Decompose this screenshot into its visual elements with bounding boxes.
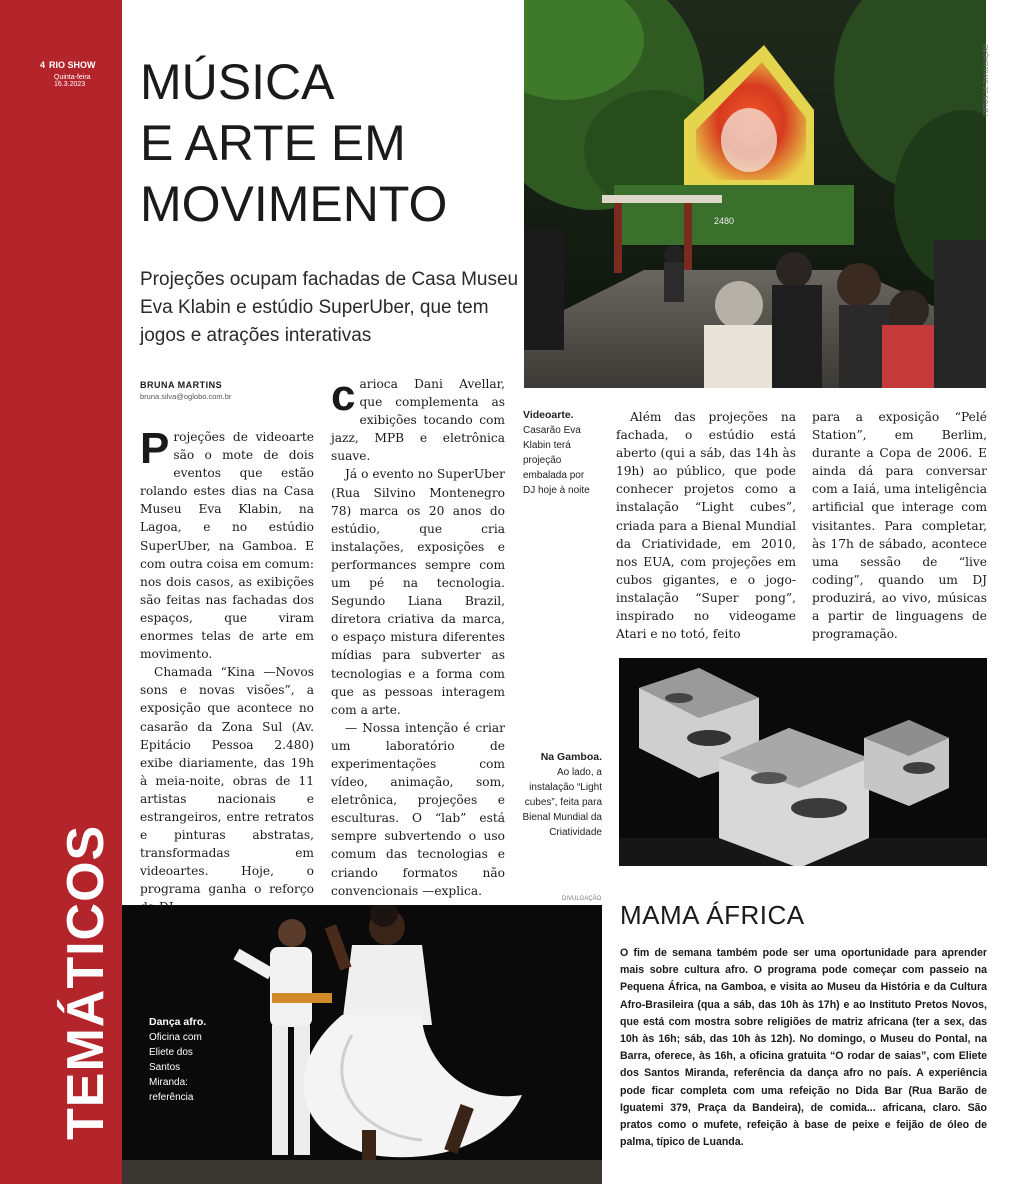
photo-casa-eva-klabin-art [524,0,986,388]
paragraph: Chamada “Kina —Novos sons e novas visões”, a exposição que acontece no casarão da Zona Sul (Av. Epitácio Pessoa 2.480) exibe diariamente, das 19h à meia-noite, obras de 11 artistas nacionais e estrangeiros, entre retratos e pinturas abstratas, transformadas em videoartes. Hoje, o programa ganha o reforço [140,665,314,897]
paragraph: Já o evento no SuperUber (Rua Silvino Montenegro 78) marca os 20 anos do estúdio, que cria instalações, exposições e performances sempre com um pé na tecnologia. Segundo Liana Brazil, diretora criativa da marca, o espaço mistura diferentes mídias para subverter as tecnologias e a forma com que as pessoas interagem com a arte. [331,467,505,717]
caption-title: Videoarte. [523,409,574,421]
article-column-3 [616,408,796,643]
headline-line: MÚSICA [140,54,335,110]
sidebar-body-mama-africa: O fim de semana também pode ser uma oportunidade para aprender mais sobre cultura afro. O programa pode começar com passeio na Pequena África, na Gamboa, e visita ao Museu da História e da Cultura Afro-Brasileira (qua a sáb, das 10h às 17h) e ao Instituto Pretos Novos, que está com mostra sobre religiões de matriz africana (ter a sex, das 10h às 16h; sáb, das 10h às 12h). No domingo, o Museu do Pontal, na Barra, oferece, às 16h, a oficina gratuita “O rodar de saias”, com Eliete dos Santos Miranda, referência da dança afro no país. A experiência pode ficar completa com uma refeição no Dida Bar (Rua Barão de Iguatemi 379, Praça da Bandeira), de comida... africana, claro. São pratos como o mufete, refeição à base de peixe e feijão de óleo de palma, típico de Luanda. [620,947,987,1149]
caption-text: Ao lado, a instalação “Light cubes”, feita para Bienal Mundial da Criatividade [522,767,602,838]
article-column-2 [331,371,505,900]
photo-casa-eva-klabin [524,0,986,388]
page-number: 4 [40,60,46,70]
page-folio [40,56,96,88]
article-column-1 [140,424,314,917]
paragraph: para a exposição “Pelé Station”, em Berlim, durante a Copa de 2006. E ainda dá para conversar com a Iaiá, uma inteligência artificial que interage com visitantes. Para completar, às 17h de sábado, acontece uma sessão de “live coding”, quando um DJ produzirá, ao vivo, músicas a partir de linguagens de programação. [812,410,987,642]
article-column-4 [812,408,987,643]
section-label: TEMÁTICOS [57,824,115,1140]
article-deck: Projeções ocupam fachadas de Casa Museu Eva Klabin e estúdio SuperUber, que tem jogos e atrações interativas [140,269,519,346]
caption-danca-afro [149,1015,215,1105]
building-number: 2480 [714,216,735,226]
headline-line: MOVIMENTO [140,176,448,232]
paragraph: carioca Dani Avellar, que complementa as exibições tocando com jazz, MPB e eletrônica suave. [331,371,505,464]
caption-gamboa [510,750,602,840]
caption-title: Na Gamboa. [540,751,602,763]
paragraph: Além das projeções na fachada, o estúdio está aberto (qui a sáb, das 14h às 19h) ao público, que pode conhecer projetos como a instalação “Light cubes”, criada para a Bienal Mundial da Criatividade, em 2010, nos EUA, com projeções em cubos gigantes, e o jogo-instalação “Super pong”, inspirado no videogame Atari e no totó, feito [616,410,796,642]
caption-videoarte [523,408,597,498]
photo-credit: FOTOS DE DIVULGAÇÃO [984,44,990,116]
section-name: RIO SHOW [49,60,96,70]
caption-text: Oficina com Eliete dos Santos Miranda: referência [149,1032,202,1103]
headline-line: E ARTE EM [140,115,406,171]
caption-text: Casarão Eva Klabin terá projeção embalada por DJ hoje à noite [523,425,590,496]
author-email: bruna.silva@oglobo.com.br [140,392,232,401]
caption-title: Dança afro. [149,1016,207,1028]
paragraph: — Nossa intenção é criar um laboratório de experimentações com vídeo, animação, som, eletrônica, projeções e esculturas. O “lab” está sempre subvertendo o uso comum das tecnologias e criando formatos não convencionais —explica. [331,720,505,898]
byline [140,380,231,401]
photo-credit: DIVULGAÇÃO [562,896,602,902]
sidebar-title-mama-africa: MAMA ÁFRICA [620,900,805,930]
paragraph: Projeções de videoarte são o mote de dois eventos que estão rolando estes dias na Casa Museu Eva Klabin, na Lagoa, e no estúdio SuperUber, na Gamboa. E com outra coisa em comum: nos dois casos, as exibições são feitas nas fachadas dos espaços, que viram enormes telas de arte em movimento. [140,424,314,662]
photo-light-cubes-art [619,658,987,866]
photo-light-cubes [619,658,987,866]
author-name: BRUNA MARTINS [140,380,223,390]
folio-date: 16.3.2023 [54,81,86,88]
headline [140,52,520,235]
folio-weekday: Quinta-feira [54,74,91,81]
